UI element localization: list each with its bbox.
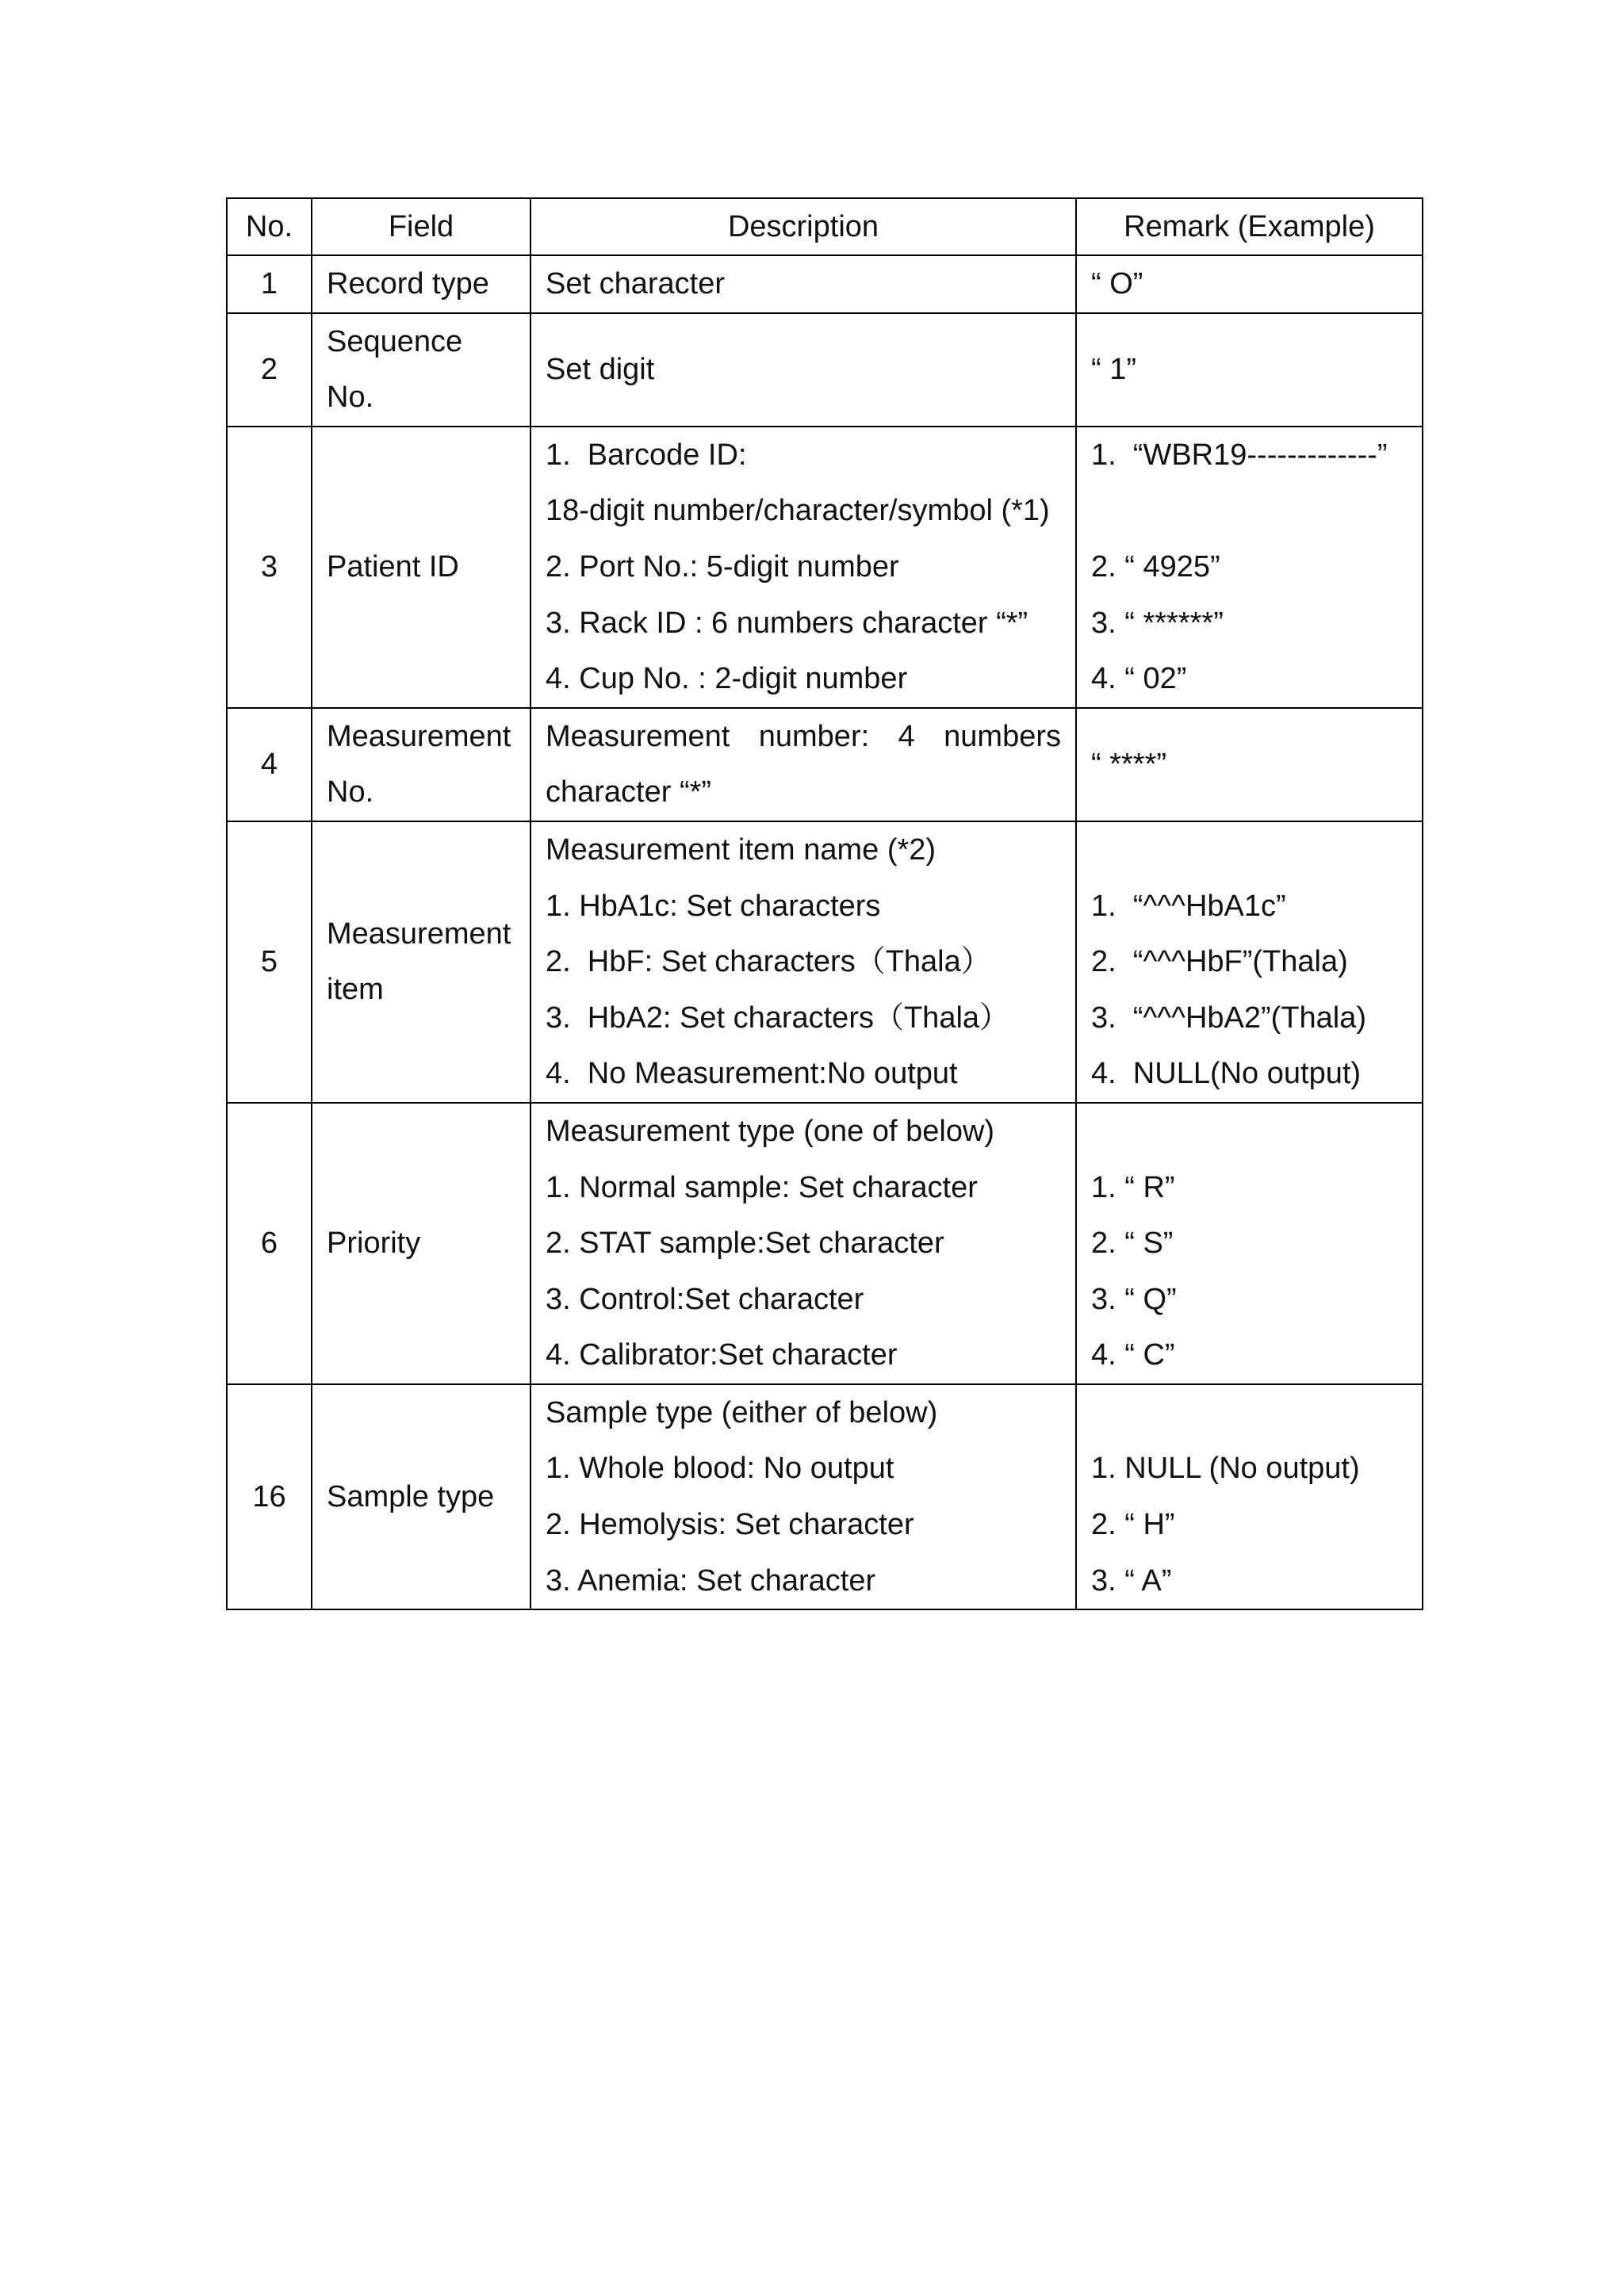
description-line: 1. Whole blood: No output bbox=[546, 1452, 894, 1486]
row-no: 3 bbox=[227, 427, 312, 708]
remark-line: “ 1” bbox=[1091, 352, 1136, 386]
row-remark bbox=[1076, 1103, 1423, 1384]
remark-line: 3. “ ******” bbox=[1091, 606, 1224, 640]
header-no: No. bbox=[227, 198, 312, 255]
field-line: Sequence bbox=[327, 324, 463, 358]
table-body bbox=[227, 255, 1423, 1609]
remark-line: 2. “ S” bbox=[1091, 1226, 1174, 1261]
field-line: No. bbox=[327, 775, 374, 809]
row-description bbox=[530, 1384, 1076, 1609]
description-line: 2. Hemolysis: Set character bbox=[546, 1508, 914, 1542]
description-line: Set digit bbox=[546, 352, 655, 386]
row-field bbox=[312, 1384, 530, 1609]
row-description bbox=[530, 255, 1076, 313]
remark-line: 4. “ C” bbox=[1091, 1338, 1175, 1372]
description-line: Measurement item name (*2) bbox=[546, 832, 936, 867]
description-line: 3. Anemia: Set character bbox=[546, 1563, 876, 1598]
header-row bbox=[227, 198, 1423, 255]
remark-line: 3. “ A” bbox=[1091, 1563, 1172, 1598]
description-line: 3. Control:Set character bbox=[546, 1282, 864, 1316]
row-description bbox=[530, 708, 1076, 821]
remark-line: 1. “WBR19-------------” bbox=[1091, 438, 1388, 472]
description-line: 4. Cup No. : 2-digit number bbox=[546, 662, 908, 696]
spec-table bbox=[226, 197, 1423, 1610]
table-row bbox=[227, 821, 1423, 1103]
table-row bbox=[227, 313, 1423, 427]
field-line: Patient ID bbox=[327, 549, 459, 584]
table-header bbox=[227, 198, 1423, 255]
description-line: 4. No Measurement:No output bbox=[546, 1057, 958, 1091]
remark-line: 1. “^^^HbA1c” bbox=[1091, 889, 1286, 923]
description-line: 1. HbA1c: Set characters bbox=[546, 889, 881, 923]
row-no: 16 bbox=[227, 1384, 312, 1609]
row-remark bbox=[1076, 1384, 1423, 1609]
header-remark: Remark (Example) bbox=[1076, 198, 1423, 255]
row-no: 2 bbox=[227, 313, 312, 427]
description-line: 2. Port No.: 5-digit number bbox=[546, 549, 899, 584]
description-line: 2. STAT sample:Set character bbox=[546, 1226, 944, 1261]
description-line: 18-digit number/character/symbol (*1) bbox=[546, 494, 1050, 528]
remark-line: 2. “ 4925” bbox=[1091, 549, 1220, 584]
row-description bbox=[530, 313, 1076, 427]
remark-line: 1. “ R” bbox=[1091, 1170, 1175, 1204]
field-line: Sample type bbox=[327, 1479, 495, 1513]
description-line: 3. Rack ID : 6 numbers character “*” bbox=[546, 606, 1028, 640]
description-line: character “*” bbox=[546, 775, 712, 809]
header-field: Field bbox=[312, 198, 530, 255]
row-description bbox=[530, 1103, 1076, 1384]
remark-line bbox=[1091, 1104, 1408, 1160]
remark-line: 4. NULL(No output) bbox=[1091, 1057, 1362, 1091]
table-row bbox=[227, 427, 1423, 708]
row-field bbox=[312, 427, 530, 708]
remark-line bbox=[1091, 1385, 1408, 1441]
row-remark bbox=[1076, 313, 1423, 427]
row-no: 5 bbox=[227, 821, 312, 1103]
field-line: Measurement bbox=[327, 719, 511, 753]
field-line: Measurement bbox=[327, 916, 511, 951]
description-line: Measurement number: 4 numbers bbox=[546, 719, 1061, 753]
row-field bbox=[312, 1103, 530, 1384]
remark-line: 2. “^^^HbF”(Thala) bbox=[1091, 945, 1348, 979]
row-remark bbox=[1076, 255, 1423, 313]
table-row bbox=[227, 1384, 1423, 1609]
description-line: Measurement type (one of below) bbox=[546, 1114, 995, 1148]
description-line: 3. HbA2: Set characters（Thala） bbox=[546, 1001, 1010, 1035]
row-no: 1 bbox=[227, 255, 312, 313]
remark-line: 3. “^^^HbA2”(Thala) bbox=[1091, 1001, 1367, 1035]
row-description bbox=[530, 427, 1076, 708]
remark-line bbox=[1091, 822, 1408, 878]
row-no: 4 bbox=[227, 708, 312, 821]
row-no: 6 bbox=[227, 1103, 312, 1384]
remark-line: 1. NULL (No output) bbox=[1091, 1452, 1360, 1486]
row-remark bbox=[1076, 708, 1423, 821]
table-row bbox=[227, 708, 1423, 821]
remark-line: “ ****” bbox=[1091, 748, 1167, 782]
header-description: Description bbox=[530, 198, 1076, 255]
description-line: 2. HbF: Set characters（Thala） bbox=[546, 945, 991, 979]
row-field bbox=[312, 708, 530, 821]
table-row bbox=[227, 255, 1423, 313]
remark-line: “ O” bbox=[1091, 267, 1143, 300]
row-description bbox=[530, 821, 1076, 1103]
row-field bbox=[312, 821, 530, 1103]
description-line: Sample type (either of below) bbox=[546, 1395, 938, 1429]
row-remark bbox=[1076, 821, 1423, 1103]
description-line: 1. Normal sample: Set character bbox=[546, 1170, 978, 1204]
field-line: No. bbox=[327, 381, 374, 415]
field-line: item bbox=[327, 973, 384, 1007]
field-line: Priority bbox=[327, 1226, 421, 1261]
field-line: Record type bbox=[327, 267, 489, 300]
remark-line bbox=[1091, 483, 1408, 539]
row-remark bbox=[1076, 427, 1423, 708]
remark-line: 2. “ H” bbox=[1091, 1508, 1175, 1542]
remark-line: 3. “ Q” bbox=[1091, 1282, 1177, 1316]
row-field bbox=[312, 255, 530, 313]
row-field bbox=[312, 313, 530, 427]
remark-line: 4. “ 02” bbox=[1091, 662, 1187, 696]
description-line: 1. Barcode ID: bbox=[546, 438, 747, 472]
description-line: 4. Calibrator:Set character bbox=[546, 1338, 898, 1372]
table-row bbox=[227, 1103, 1423, 1384]
description-line: Set character bbox=[546, 267, 725, 300]
